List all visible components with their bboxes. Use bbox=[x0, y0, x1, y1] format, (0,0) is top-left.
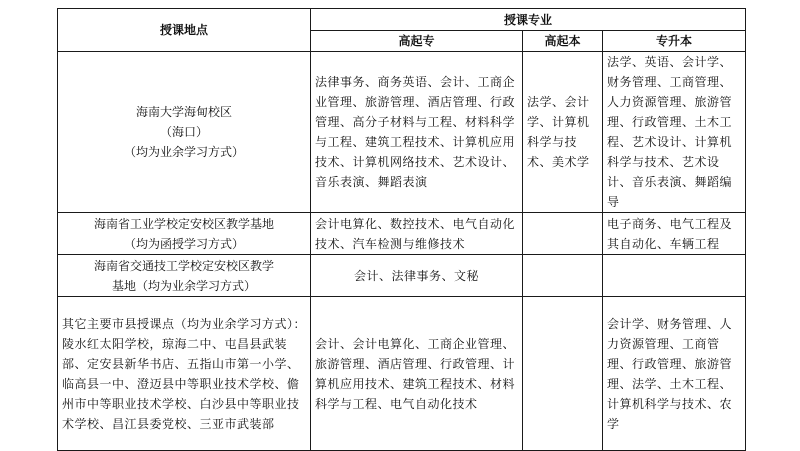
gaoqizhuan-cell: 会计、法律事务、文秘 bbox=[311, 255, 523, 297]
gaoqiben-cell bbox=[523, 297, 603, 451]
gaoqiben-cell: 法学、会计学、计算机科学与技术、美术学 bbox=[523, 52, 603, 213]
location-line: （均为函授学习方式） bbox=[123, 236, 244, 251]
location-line: 海南省交通技工学校定安校区教学 bbox=[93, 258, 274, 273]
table-row bbox=[58, 52, 746, 213]
table-row bbox=[58, 213, 746, 255]
location-cell bbox=[58, 255, 311, 297]
zhuanshengben-cell: 电子商务、电气工程及其自动化、车辆工程 bbox=[603, 213, 746, 255]
zhuanshengben-cell bbox=[603, 255, 746, 297]
gaoqiben-cell bbox=[523, 255, 603, 297]
zhuanshengben-cell: 法学、英语、会计学、财务管理、工商管理、人力资源管理、旅游管理、行政管理、土木工程、艺术设计、计算机科学与技术、艺术设计、音乐表演、舞蹈编导 bbox=[603, 52, 746, 213]
table-row bbox=[58, 297, 746, 451]
location-line: 海南省工业学校定安校区教学基地 bbox=[93, 216, 274, 231]
table-row bbox=[58, 255, 746, 297]
course-table-grid bbox=[57, 8, 746, 451]
gaoqiben-cell bbox=[523, 213, 603, 255]
header-location: 授课地点 bbox=[58, 9, 311, 52]
location-line: （均为业余学习方式） bbox=[123, 145, 244, 159]
header-gaoqiben: 高起本 bbox=[523, 31, 603, 52]
course-table bbox=[57, 8, 745, 434]
header-zhuanshengben: 专升本 bbox=[603, 31, 746, 52]
gaoqizhuan-cell: 会计电算化、数控技术、电气自动化技术、汽车检测与维修技术 bbox=[311, 213, 523, 255]
location-line: 海南大学海甸校区 bbox=[135, 105, 232, 119]
location-line: （海口） bbox=[159, 125, 208, 139]
location-cell bbox=[58, 213, 311, 255]
location-line: 基地（均为业余学习方式） bbox=[111, 278, 256, 293]
header-gaoqizhuan: 高起专 bbox=[311, 31, 523, 52]
gaoqizhuan-cell: 法律事务、商务英语、会计、工商企业管理、旅游管理、酒店管理、行政管理、高分子材料与工程、材料科学与工程、建筑工程技术、计算机应用技术、计算机网络技术、艺术设计、音乐表演、舞蹈表演 bbox=[311, 52, 523, 213]
location-cell bbox=[58, 52, 311, 213]
gaoqizhuan-cell: 会计、会计电算化、工商企业管理、旅游管理、酒店管理、行政管理、计算机应用技术、建筑工程技术、材料科学与工程、电气自动化技术 bbox=[311, 297, 523, 451]
header-major: 授课专业 bbox=[311, 9, 746, 31]
location-cell: 其它主要市县授课点（均为业余学习方式）：陵水红太阳学校，琼海二中、屯昌县武装部、定安县新华书店、五指山市第一小学、临高县一中、澄迈县中等职业技术学校、儋州市中等职业技术学校、白沙县中等职业技术学校、昌江县委党校、三亚市武装部 bbox=[58, 297, 311, 451]
zhuanshengben-cell: 会计学、财务管理、人力资源管理、工商管理、行政管理、旅游管理、法学、土木工程、计算机科学与技术、农学 bbox=[603, 297, 746, 451]
